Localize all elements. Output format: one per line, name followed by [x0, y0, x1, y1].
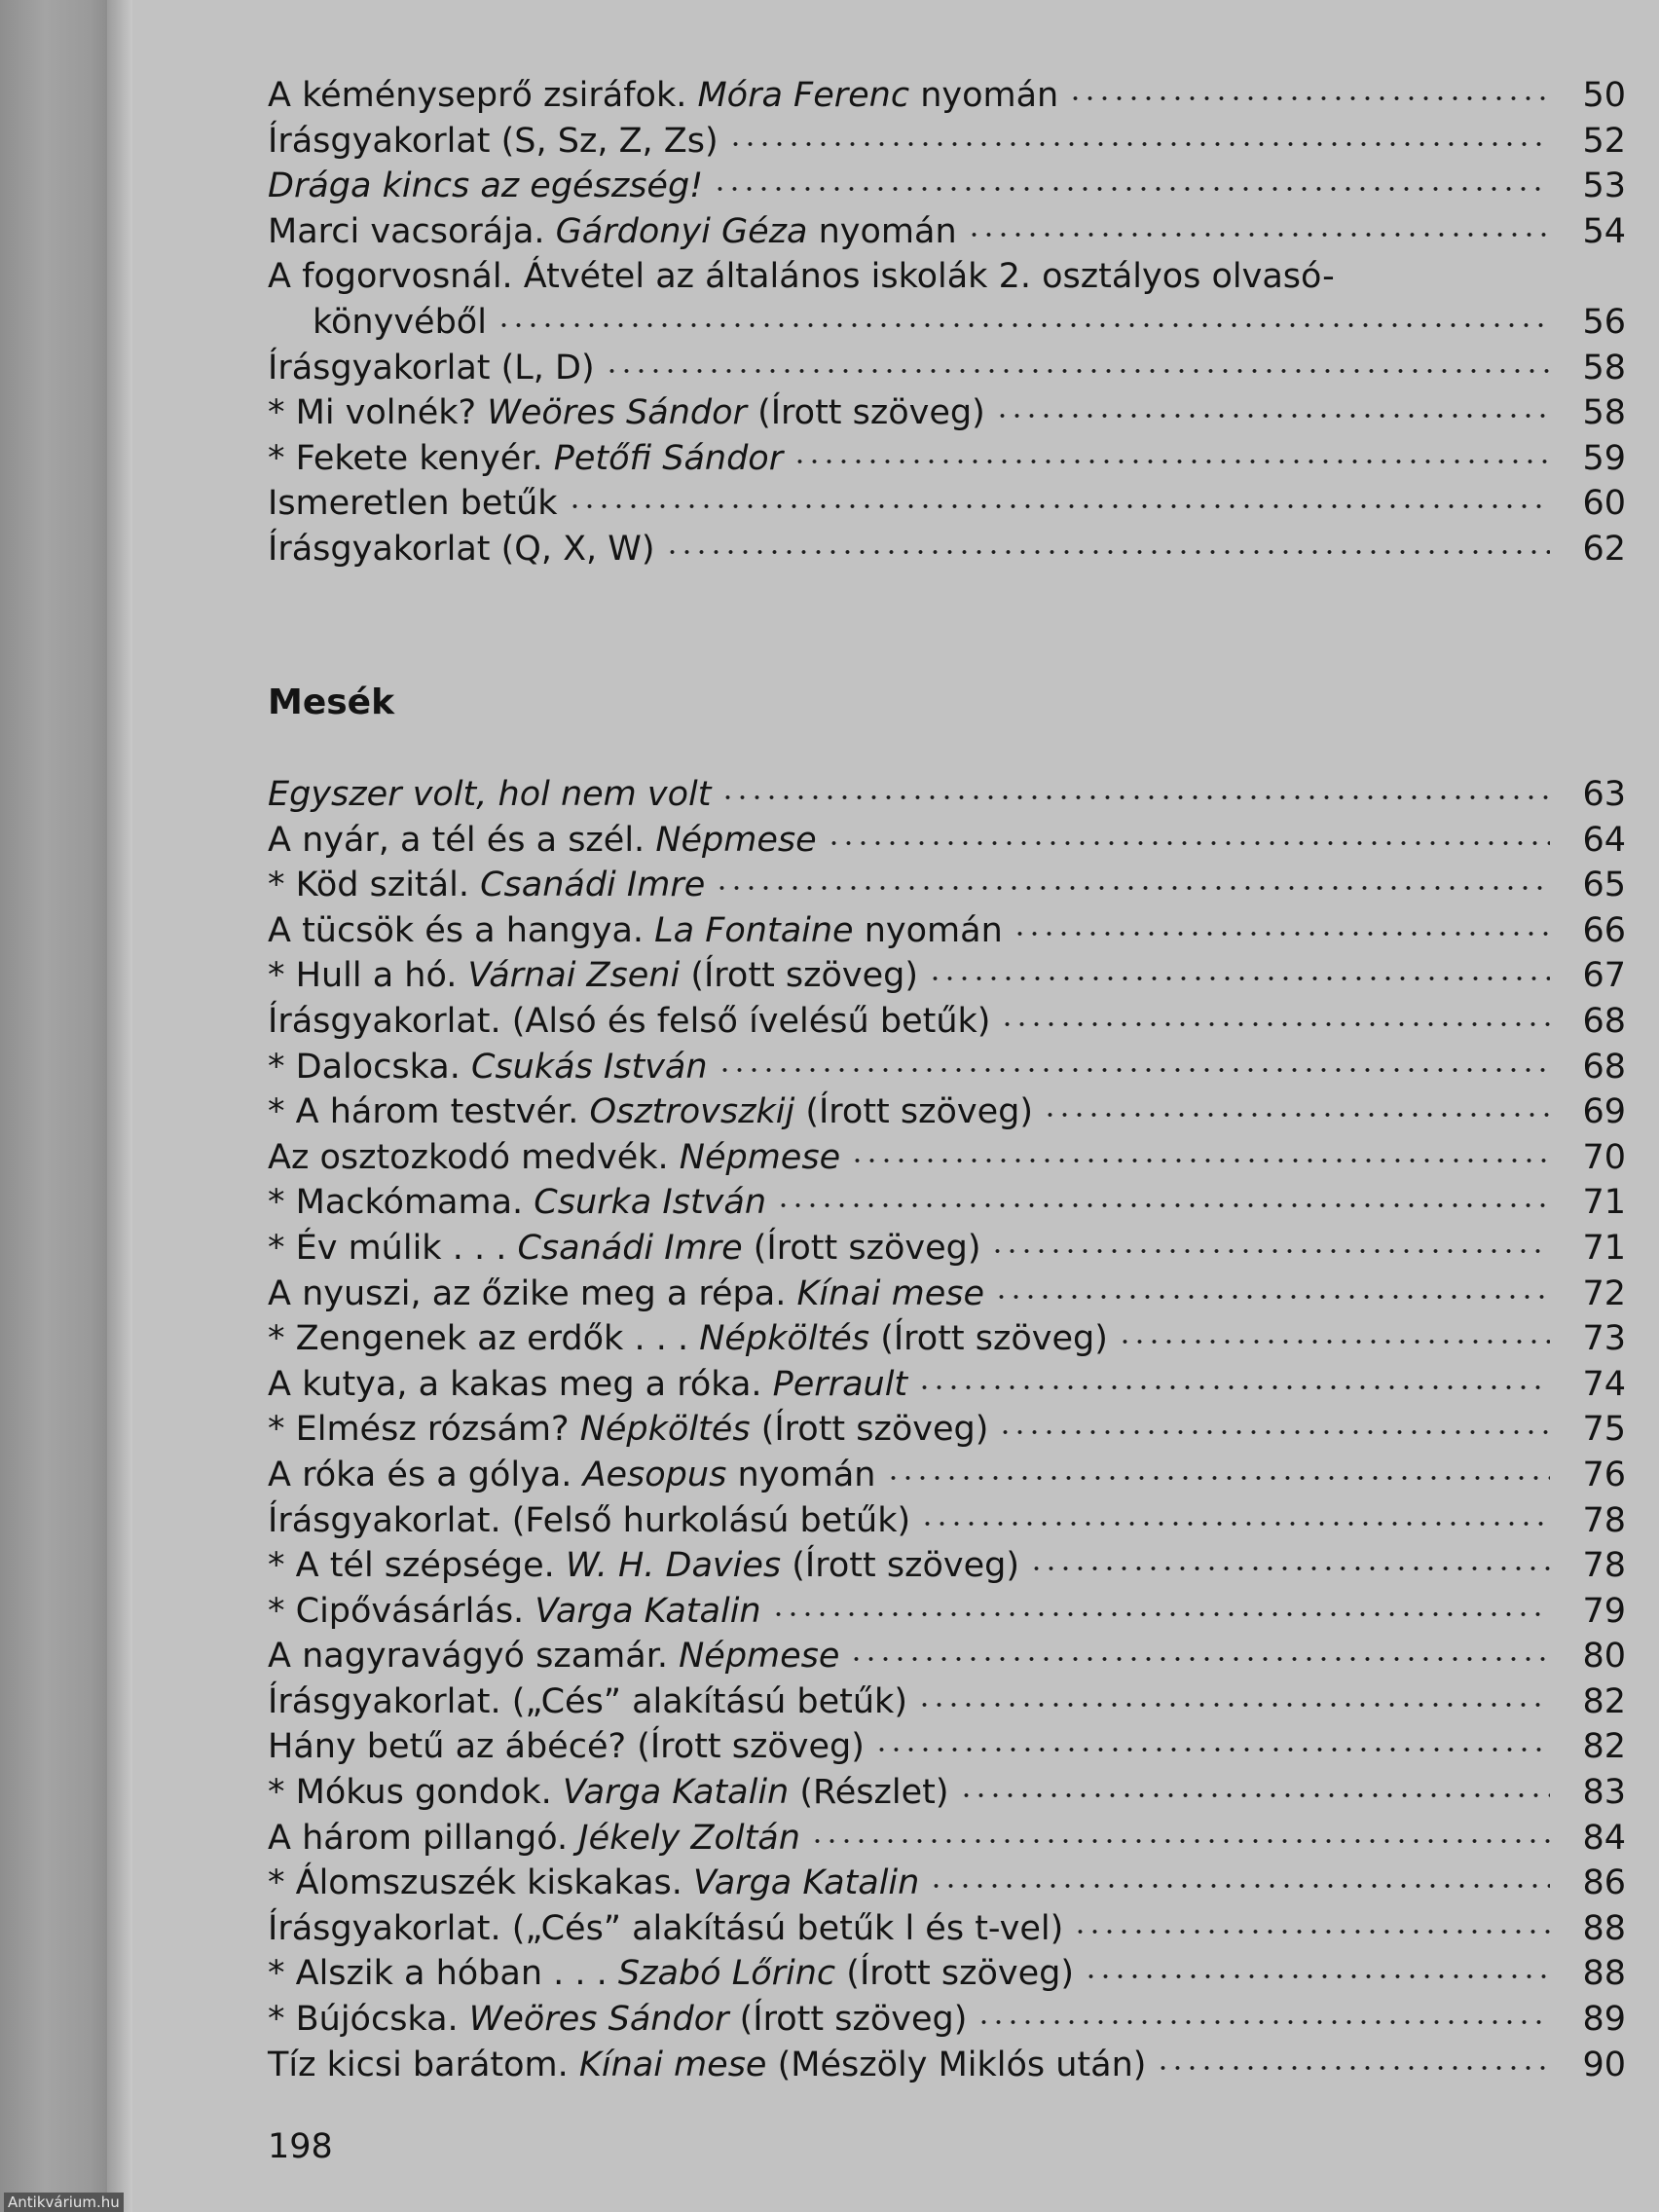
entry-page-number: 80 — [1582, 1637, 1626, 1677]
entry-page-number: 89 — [1582, 2000, 1626, 2040]
toc-entry — [268, 1997, 1626, 2043]
table-of-contents-section-2 — [268, 772, 1626, 2087]
dot-leader — [917, 1382, 1550, 1393]
dot-leader — [715, 882, 1550, 894]
table-of-contents-section-1 — [268, 73, 1626, 572]
toc-entry-title — [268, 209, 967, 255]
toc-entry — [268, 481, 1626, 527]
toc-entry — [268, 73, 1626, 119]
toc-entry — [268, 1634, 1626, 1679]
dot-leader — [967, 229, 1550, 240]
entry-author: Népköltés — [699, 1319, 870, 1359]
entry-title-text: Az osztozkodó medvék. — [268, 1137, 680, 1177]
entry-title-text: A fogorvosnál. Átvétel az általános iskolák 2. osztályos olvasó- — [268, 257, 1335, 297]
entry-page-number: 66 — [1582, 910, 1626, 950]
toc-entry — [268, 346, 1626, 391]
entry-author: Kínai mese — [796, 1273, 985, 1313]
entry-author: Drága kincs az egészség! — [268, 166, 704, 206]
toc-entry-title — [268, 953, 928, 999]
toc-entry — [268, 772, 1626, 818]
toc-entry-title — [268, 1724, 874, 1770]
entry-title-text: * A három testvér. — [268, 1092, 590, 1132]
entry-title-text: * Elmész rózsám? — [268, 1410, 580, 1450]
entry-page-number: 76 — [1582, 1455, 1626, 1494]
entry-author: Osztrovszkij — [589, 1092, 795, 1132]
entry-author: Weöres Sándor — [468, 2000, 729, 2040]
dot-leader — [850, 1155, 1550, 1166]
entry-page-number: 52 — [1582, 121, 1626, 161]
entry-title-text: * Köd szitál. — [268, 866, 481, 905]
watermark: Antikvárium.hu — [4, 2193, 124, 2212]
toc-entry-title — [268, 999, 1000, 1045]
dot-leader — [1068, 92, 1550, 104]
entry-title-text: A kéményseprő zsiráfok. — [268, 76, 698, 115]
toc-entry-title — [268, 1045, 718, 1090]
toc-entry-title — [268, 1316, 1118, 1362]
entry-author: Varga Katalin — [693, 1863, 920, 1903]
toc-entry — [268, 164, 1626, 209]
entry-page-number: 62 — [1582, 529, 1626, 569]
dot-leader — [977, 2016, 1550, 2028]
entry-page-number: 70 — [1582, 1137, 1626, 1177]
entry-note: nyomán — [909, 76, 1059, 115]
toc-entry-title — [268, 1180, 776, 1226]
toc-entry-title — [268, 1498, 920, 1544]
dot-leader — [849, 1653, 1550, 1665]
entry-note: (Írott szöveg) — [680, 956, 919, 996]
toc-entry — [268, 1724, 1626, 1770]
entry-page-number: 74 — [1582, 1364, 1626, 1404]
dot-leader — [713, 183, 1550, 195]
entry-page-number: 58 — [1582, 393, 1626, 433]
dot-leader — [810, 1835, 1550, 1847]
dot-leader — [929, 1880, 1550, 1892]
dot-leader — [1029, 1563, 1550, 1574]
entry-title-text: Írásgyakorlat. („Cés” alakítású betűk) — [268, 1681, 907, 1721]
entry-note: nyomán — [726, 1455, 876, 1494]
toc-entry — [268, 1543, 1626, 1589]
entry-note: nyomán — [807, 211, 957, 251]
entry-title-text: * Zengenek az erdők . . . — [268, 1319, 700, 1359]
entry-page-number: 65 — [1582, 866, 1626, 905]
toc-entry-title — [268, 1679, 917, 1725]
toc-entry — [268, 999, 1626, 1045]
entry-page-number: 78 — [1582, 1500, 1626, 1540]
toc-entry-title — [268, 1906, 1073, 1952]
dot-leader — [568, 500, 1550, 512]
toc-entry-title — [268, 300, 497, 346]
entry-page-number: 68 — [1582, 1001, 1626, 1041]
toc-entry — [268, 527, 1626, 572]
toc-entry — [268, 1679, 1626, 1725]
toc-entry — [268, 1226, 1626, 1272]
entry-title-text: * Fekete kenyér. — [268, 438, 554, 478]
entry-title-text: * Cipővásárlás. — [268, 1591, 535, 1631]
entry-author: Népmese — [679, 1637, 840, 1677]
toc-entry — [268, 254, 1626, 300]
entry-note: nyomán — [853, 910, 1003, 950]
entry-title-text: * Mackómama. — [268, 1183, 535, 1223]
entry-page-number: 68 — [1582, 1047, 1626, 1087]
entry-note: (Írott szöveg) — [742, 1228, 981, 1268]
entry-title-text: Írásgyakorlat (S, Sz, Z, Zs) — [268, 121, 719, 161]
dot-leader — [995, 410, 1550, 422]
entry-author: W. H. Davies — [565, 1546, 782, 1586]
toc-entry-title — [268, 863, 715, 908]
toc-entry-title — [268, 1770, 959, 1816]
entry-author: Gárdonyi Géza — [555, 211, 808, 251]
entry-page-number: 50 — [1582, 76, 1626, 115]
entry-page-number: 86 — [1582, 1863, 1626, 1903]
toc-entry-title — [268, 1951, 1084, 1997]
dot-leader — [1156, 2062, 1550, 2074]
dot-leader — [886, 1472, 1551, 1484]
dot-leader — [1084, 1971, 1550, 1982]
toc-entry — [268, 1951, 1626, 1997]
dot-leader — [1118, 1336, 1550, 1347]
entry-title-text: * Év múlik . . . — [268, 1228, 518, 1268]
entry-note: (Írott szöveg) — [728, 2000, 968, 2040]
entry-author: Csurka István — [534, 1183, 767, 1223]
toc-entry-title — [268, 1997, 977, 2043]
entry-note: (Részlet) — [789, 1773, 949, 1813]
entry-title-text: * Mi volnék? — [268, 393, 488, 433]
entry-title-text: A három pillangó. — [268, 1818, 579, 1858]
entry-page-number: 56 — [1582, 302, 1626, 342]
entry-note: (Írott szöveg) — [835, 1954, 1075, 1994]
toc-entry — [268, 953, 1626, 999]
toc-entry-title — [268, 119, 728, 165]
dot-leader — [917, 1699, 1550, 1711]
entry-author: Várnai Zseni — [467, 956, 681, 996]
toc-entry-title — [268, 390, 995, 436]
entry-title-text: A róka és a gólya. — [268, 1455, 583, 1494]
dot-leader — [728, 138, 1550, 150]
entry-title-text: Írásgyakorlat. (Felső hurkolású betűk) — [268, 1500, 911, 1540]
toc-entry — [268, 908, 1626, 954]
entry-author: La Fontaine — [654, 910, 854, 950]
entry-title-text: Marci vacsorája. — [268, 211, 556, 251]
toc-entry — [268, 300, 1626, 346]
entry-author: Népköltés — [579, 1410, 751, 1450]
entry-title-text: Hány betű az ábécé? (Írott szöveg) — [268, 1727, 865, 1767]
entry-author: Szabó Lőrinc — [617, 1954, 836, 1994]
entry-title-text: Írásgyakorlat (L, D) — [268, 348, 595, 387]
entry-title-text: A nyár, a tél és a szél. — [268, 820, 656, 860]
toc-entry-title — [268, 1135, 850, 1181]
toc-entry-title — [268, 1816, 810, 1862]
entry-author: Kínai mese — [578, 2045, 767, 2084]
entry-title-text: * Bújócska. — [268, 2000, 469, 2040]
toc-entry — [268, 1498, 1626, 1544]
entry-page-number: 82 — [1582, 1681, 1626, 1721]
entry-author: Varga Katalin — [535, 1591, 761, 1631]
entry-page-number: 60 — [1582, 484, 1626, 524]
entry-note: (Írott szöveg) — [781, 1546, 1019, 1586]
toc-entry-title — [268, 527, 665, 572]
entry-page-number: 69 — [1582, 1092, 1626, 1132]
entry-title-text: Írásgyakorlat (Q, X, W) — [268, 529, 655, 569]
toc-entry — [268, 1272, 1626, 1317]
dot-leader — [665, 546, 1550, 558]
entry-title-text: A kutya, a kakas meg a róka. — [268, 1364, 773, 1404]
page-number: 198 — [268, 2127, 333, 2166]
toc-entry — [268, 818, 1626, 864]
entry-note: (Írott szöveg) — [750, 1410, 989, 1450]
toc-entry — [268, 1861, 1626, 1906]
entry-page-number: 88 — [1582, 1954, 1626, 1994]
toc-entry — [268, 390, 1626, 436]
toc-entry-title — [268, 1634, 849, 1679]
dot-leader — [959, 1789, 1550, 1801]
toc-entry — [268, 863, 1626, 908]
entry-page-number: 75 — [1582, 1410, 1626, 1450]
entry-author: Móra Ferenc — [697, 76, 910, 115]
toc-entry — [268, 1770, 1626, 1816]
toc-entry — [268, 209, 1626, 255]
toc-entry-title — [268, 254, 1345, 300]
entry-page-number: 71 — [1582, 1228, 1626, 1268]
toc-entry-title — [268, 1589, 771, 1635]
entry-title-text: Ismeretlen betűk — [268, 484, 558, 524]
entry-page-number: 71 — [1582, 1183, 1626, 1223]
page-edge — [107, 0, 132, 2212]
entry-title-text: * A tél szépsége. — [268, 1546, 566, 1586]
entry-note: (Írott szöveg) — [869, 1319, 1108, 1359]
toc-entry-title — [268, 908, 1013, 954]
toc-entry-title — [268, 2043, 1156, 2088]
dot-leader — [771, 1608, 1550, 1620]
dot-leader — [605, 365, 1550, 377]
toc-entry — [268, 1180, 1626, 1226]
dot-leader — [990, 1245, 1550, 1257]
dot-leader — [718, 1064, 1550, 1076]
entry-author: Jékely Zoltán — [578, 1818, 800, 1858]
toc-entry-title — [268, 164, 713, 209]
entry-page-number: 54 — [1582, 211, 1626, 251]
dot-leader — [928, 973, 1550, 984]
entry-title-text: * Hull a hó. — [268, 956, 468, 996]
entry-author: Csanádi Imre — [517, 1228, 743, 1268]
dot-leader — [1000, 1018, 1550, 1030]
dot-leader — [920, 1518, 1550, 1530]
toc-entry-title — [268, 1226, 990, 1272]
toc-entry-title — [268, 481, 568, 527]
toc-entry — [268, 1089, 1626, 1135]
entry-title-text: Írásgyakorlat. („Cés” alakítású betűk l és t-vel) — [268, 1908, 1064, 1948]
entry-page-number: 72 — [1582, 1273, 1626, 1313]
entry-page-number: 83 — [1582, 1773, 1626, 1813]
entry-page-number: 73 — [1582, 1319, 1626, 1359]
toc-entry-title — [268, 1362, 917, 1408]
dot-leader — [1043, 1109, 1550, 1121]
dot-leader — [994, 1291, 1550, 1303]
toc-entry — [268, 1816, 1626, 1862]
entry-page-number: 63 — [1582, 775, 1626, 814]
entry-title-text: könyvéből — [313, 302, 487, 342]
entry-page-number: 88 — [1582, 1908, 1626, 1948]
section-heading: Mesék — [268, 682, 395, 722]
toc-entry-title — [268, 73, 1068, 119]
entry-author: Népmese — [679, 1137, 841, 1177]
toc-entry — [268, 436, 1626, 482]
entry-page-number: 58 — [1582, 348, 1626, 387]
toc-entry-title — [268, 1453, 886, 1498]
toc-entry-title — [268, 772, 720, 818]
toc-entry — [268, 1906, 1626, 1952]
dot-leader — [776, 1199, 1550, 1211]
toc-entry — [268, 1316, 1626, 1362]
entry-title-text: A tücsök és a hangya. — [268, 910, 655, 950]
entry-title-text: * Mókus gondok. — [268, 1773, 563, 1813]
entry-title-text: * Alszik a hóban . . . — [268, 1954, 618, 1994]
dot-leader — [793, 456, 1550, 467]
entry-page-number: 59 — [1582, 438, 1626, 478]
entry-page-number: 53 — [1582, 166, 1626, 206]
entry-title-text: A nagyravágyó szamár. — [268, 1637, 680, 1677]
dot-leader — [998, 1426, 1550, 1438]
toc-entry-title — [268, 1407, 998, 1453]
toc-entry — [268, 1453, 1626, 1498]
toc-entry — [268, 1589, 1626, 1635]
toc-entry-title — [268, 1861, 929, 1906]
toc-entry-title — [268, 818, 827, 864]
toc-entry-title — [268, 1272, 994, 1317]
entry-title-text: * Álomszuszék kiskakas. — [268, 1863, 694, 1903]
entry-author: Petőfi Sándor — [553, 438, 784, 478]
entry-title-text: * Dalocska. — [268, 1047, 471, 1087]
toc-entry — [268, 1045, 1626, 1090]
dot-leader — [1013, 928, 1550, 940]
dot-leader — [1073, 1926, 1550, 1937]
dot-leader — [874, 1744, 1550, 1755]
toc-entry-title — [268, 1543, 1029, 1589]
toc-entry-title — [268, 1089, 1043, 1135]
entry-title-text: Tíz kicsi barátom. — [268, 2045, 579, 2084]
entry-author: Csukás István — [471, 1047, 708, 1087]
entry-note: (Írott szöveg) — [794, 1092, 1034, 1132]
entry-author: Weöres Sándor — [487, 393, 747, 433]
entry-author: Egyszer volt, hol nem volt — [268, 775, 712, 814]
entry-author: Varga Katalin — [562, 1773, 790, 1813]
entry-note: (Írott szöveg) — [746, 393, 985, 433]
entry-page-number: 82 — [1582, 1727, 1626, 1767]
toc-entry — [268, 1407, 1626, 1453]
entry-page-number: 84 — [1582, 1818, 1626, 1858]
entry-author: Aesopus — [582, 1455, 727, 1494]
entry-author: Népmese — [655, 820, 817, 860]
entry-author: Csanádi Imre — [480, 866, 706, 905]
toc-entry — [268, 2043, 1626, 2088]
entry-note: (Mészöly Miklós után) — [766, 2045, 1147, 2084]
entry-page-number: 79 — [1582, 1591, 1626, 1631]
entry-title-text: A nyuszi, az őzike meg a répa. — [268, 1273, 797, 1313]
entry-page-number: 78 — [1582, 1546, 1626, 1586]
entry-page-number: 90 — [1582, 2045, 1626, 2084]
toc-entry-title — [268, 436, 793, 482]
dot-leader — [827, 837, 1550, 849]
dot-leader — [497, 319, 1550, 331]
entry-page-number: 67 — [1582, 956, 1626, 996]
toc-entry-title — [268, 346, 605, 391]
toc-entry — [268, 119, 1626, 165]
toc-entry — [268, 1362, 1626, 1408]
entry-author: Perrault — [772, 1364, 908, 1404]
dot-leader — [720, 792, 1550, 803]
toc-entry — [268, 1135, 1626, 1181]
entry-page-number: 64 — [1582, 820, 1626, 860]
entry-title-text: Írásgyakorlat. (Alsó és felső ívelésű betűk) — [268, 1001, 991, 1041]
